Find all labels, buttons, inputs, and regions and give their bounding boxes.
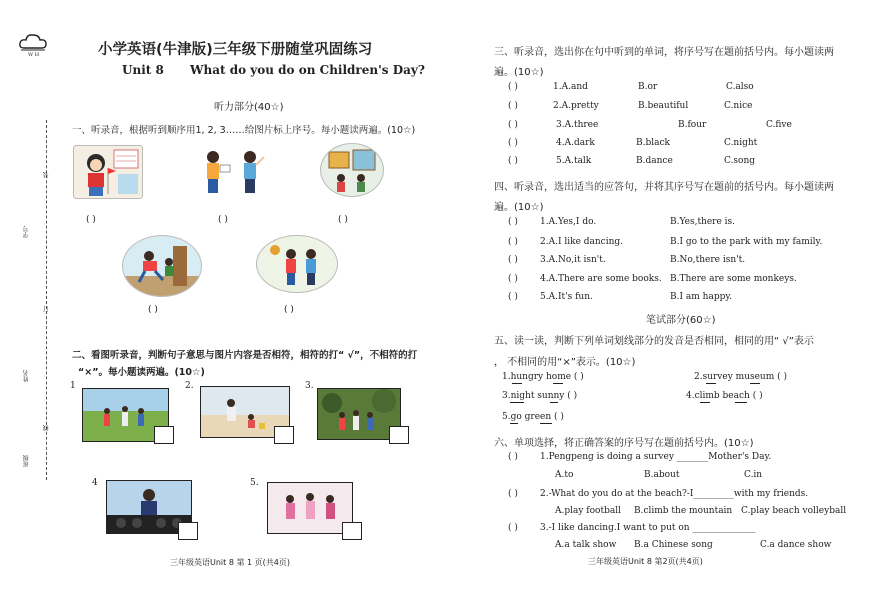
photo-kids-dancing [267,482,353,534]
left-page-footer: 三年级英语Unit 8 第 1 页(共4页) [170,558,290,567]
section-5-instructions: 五、读一读，判断下列单词划线部分的发音是否相同，相同的用“ √”表示 [494,336,814,347]
section-4-instructions: 四、听录音，选出适当的应答句，并将其序号写在题前的括号内。每小题读两 [494,182,834,193]
s4-paren-2: ( ) [508,237,518,247]
s3-opt-5b: B.dance [636,156,673,166]
s3-opt-2c: C.nice [724,101,753,111]
underline-museum [750,383,760,384]
section-3-instructions-2: 遍。(10☆) [494,67,544,78]
s6-question-1: 1.Pengpeng is doing a survey _______Mother's Day. [540,452,772,462]
written-header: 笔试部分(60☆) [646,315,716,326]
s3-paren-3: ( ) [508,120,518,130]
s6-paren-3: ( ) [508,523,518,533]
s4-paren-3: ( ) [508,255,518,265]
margin-label-xian: 线 [43,425,50,431]
s3-paren-4: ( ) [508,138,518,148]
margin-label-xuehao: 学号 [23,226,30,238]
s6-paren-1: ( ) [508,452,518,462]
section-1-instructions: 一、听录音，根据听到顺序用1, 2, 3……给图片标上序号。每小题读两遍。(10☆) [72,125,416,136]
picture-girl-with-flag [73,145,143,199]
s4-opt-5a: 5.A.It's fun. [540,292,593,302]
underline-green [540,423,552,424]
s3-opt-2b: B.beautiful [638,101,689,111]
section-2-instructions-line2: “×”。每小题读两遍。(10☆) [78,367,205,378]
s4-opt-3a: 3.A.No,it isn't. [540,255,606,265]
underline-go [510,423,518,424]
answer-paren-1b: ( ) [218,215,228,225]
s3-opt-3b: B.four [678,120,707,130]
logo-text: W H [28,52,40,58]
item-number-5: 5. [250,478,259,488]
answer-paren-1a: ( ) [86,215,96,225]
underline-climb [700,402,710,403]
picture-kids-climbing [122,235,202,297]
underline-beach [735,402,747,403]
s3-paren-5: ( ) [508,156,518,166]
picture-kids-playing-ball [256,235,338,293]
answer-box-5[interactable] [342,522,362,540]
underline-survey [706,383,716,384]
s4-opt-4b: B.There are some monkeys. [670,274,797,284]
s5-item-5: 5.go green ( ) [502,412,564,422]
logo [18,32,48,60]
section-2-instructions-line1: 二、看图听录音，判断句子意思与图片内容是否相符，相符的打“ √”，不相符的打 [72,350,418,361]
s6-question-3: 3.-I like dancing.I want to put on ______________ [540,523,756,533]
margin-label-banji: 班级 [23,455,30,467]
unit-title: What do you do on Children's Day? [190,63,425,77]
margin-label-ding: 订 [43,306,50,312]
s3-paren-1: ( ) [508,82,518,92]
item-number-1: 1 [70,381,76,391]
answer-paren-1c: ( ) [338,215,348,225]
s5-item-4: 4.climb beach ( ) [686,391,763,401]
s3-opt-3c: C.five [766,120,792,130]
s3-opt-5c: C.song [724,156,756,166]
s4-opt-2a: 2.A.I like dancing. [540,237,624,247]
answer-paren-1d: ( ) [148,305,158,315]
s6-opt-1a: A.to [555,470,574,480]
s6-question-2: 2.-What do you do at the beach?-I_________with my friends. [540,489,809,499]
s5-item-3: 3.night sunny ( ) [502,391,578,401]
right-page-footer: 三年级英语Unit 8 第2页(共4页) [588,557,703,566]
item-number-3: 3. [305,381,314,391]
section-6-instructions: 六、单项选择，将正确答案的序号写在题前括号内。(10☆) [494,438,754,449]
s6-opt-3c: C.a dance show [760,540,832,550]
item-number-2: 2. [185,381,194,391]
picture-two-kids-talking [198,147,273,195]
s5-item-1: 1.hungry home ( ) [502,372,584,382]
s6-paren-2: ( ) [508,489,518,499]
s6-opt-1c: C.in [744,470,763,480]
margin-label-zhuang: 装 [43,172,50,178]
margin-label-xingming: 姓名 [23,370,30,382]
s4-opt-5b: B.I am happy. [670,292,733,302]
unit-label: Unit 8 [122,63,164,77]
s3-opt-4b: B.black [636,138,670,148]
item-number-4: 4 [92,478,98,488]
answer-box-4[interactable] [178,522,198,540]
s3-opt-4a: 4.A.dark [556,138,595,148]
s6-opt-2c: C.play beach volleyball [741,506,847,516]
s6-opt-2b: B.climb the mountain [634,506,733,516]
s3-opt-1b: B.or [638,82,658,92]
section-5-instructions-2: ， 不相同的用“×”表示。(10☆) [494,357,636,368]
cloud-logo-icon [18,32,48,52]
s4-paren-4: ( ) [508,274,518,284]
underline-home [553,383,563,384]
s3-opt-2a: 2.A.pretty [553,101,599,111]
answer-box-3[interactable] [389,426,409,444]
section-3-instructions: 三、听录音，选出你在句中听到的单词，将序号写在题前括号内。每小题读两 [494,47,834,58]
listening-header: 听力部分(40☆) [214,102,284,113]
answer-box-1[interactable] [154,426,174,444]
picture-museum-painting [320,143,384,197]
s4-opt-2b: B.I go to the park with my family. [670,237,823,247]
page-title: 小学英语(牛津版)三年级下册随堂巩固练习 [98,42,373,58]
s3-paren-2: ( ) [508,101,518,111]
s6-opt-2a: A.play football [555,506,621,516]
section-4-instructions-2: 遍。(10☆) [494,202,544,213]
s4-paren-5: ( ) [508,292,518,302]
underline-hungry [512,383,522,384]
s5-item-2: 2.survey museum ( ) [694,372,788,382]
unit-subtitle [122,63,425,77]
s3-opt-1a: 1.A.and [553,82,588,92]
s3-opt-3a: 3.A.three [556,120,599,130]
underline-night [510,402,524,403]
s6-opt-3b: B.a Chinese song [634,540,713,550]
underline-sunny [550,402,558,403]
s4-opt-4a: 4.A.There are some books. [540,274,662,284]
s6-opt-3a: A.a talk show [555,540,617,550]
s3-opt-4c: C.night [724,138,758,148]
s4-opt-3b: B.No,there isn't. [670,255,746,265]
s4-paren-1: ( ) [508,217,518,227]
s3-opt-1c: C.also [726,82,754,92]
s4-opt-1b: B.Yes,there is. [670,217,736,227]
s6-opt-1b: B.about [644,470,680,480]
s4-opt-1a: 1.A.Yes,I do. [540,217,597,227]
s3-opt-5a: 5.A.talk [556,156,592,166]
answer-paren-1e: ( ) [284,305,294,315]
answer-box-2[interactable] [274,426,294,444]
